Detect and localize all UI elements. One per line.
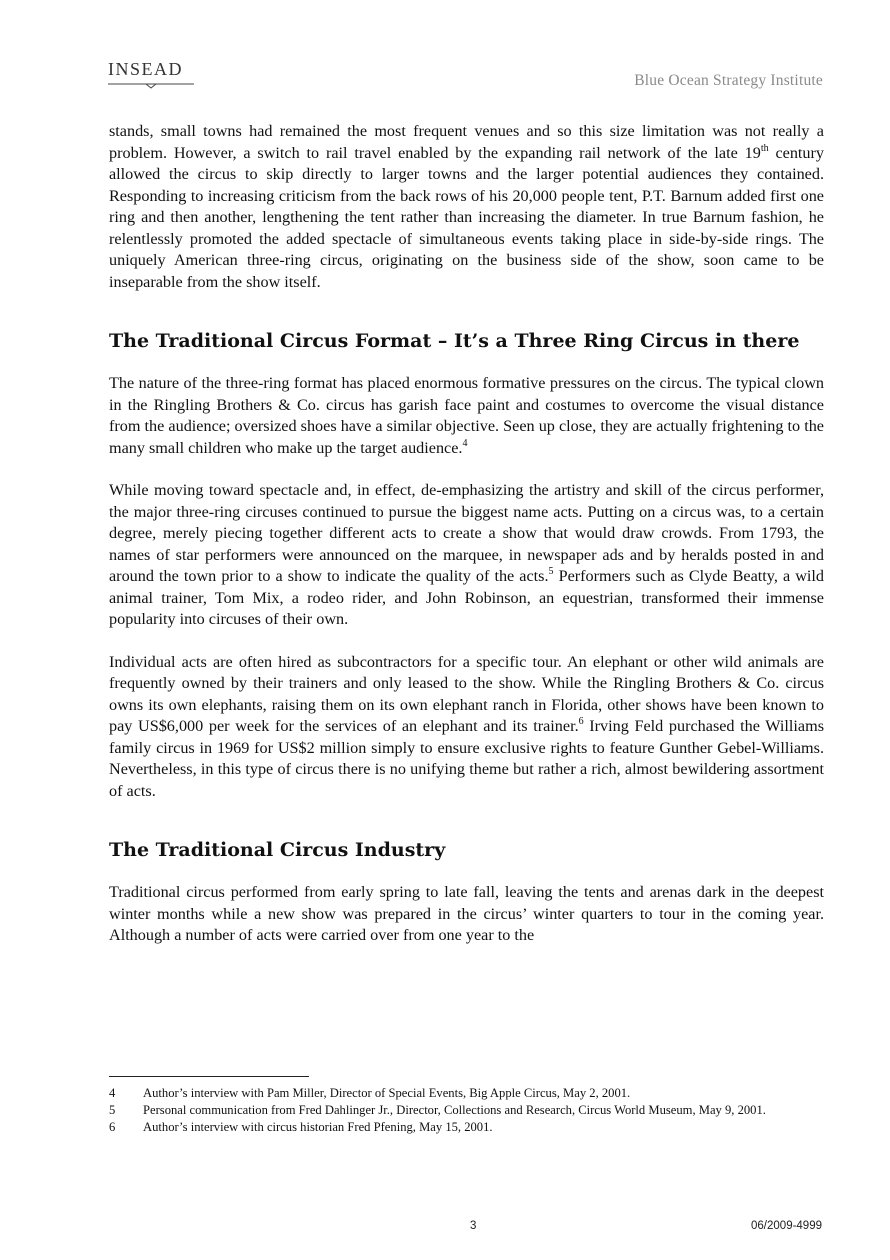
footnote-divider <box>109 1076 309 1077</box>
footnote <box>109 1102 824 1119</box>
footnote-number: 5 <box>109 1103 116 1117</box>
page-number: 3 <box>470 1220 477 1232</box>
footnote <box>109 1085 824 1102</box>
footnote-text: Author’s interview with Pam Miller, Director of Special Events, Big Apple Circus, May 2, 2001. <box>143 1086 631 1100</box>
insead-logo <box>108 58 196 80</box>
paragraph-1 <box>109 121 824 293</box>
section-heading-industry: The Traditional Circus Industry <box>109 839 446 861</box>
paragraph-3-text-b: Performers such as Clyde Beatty, a wild animal trainer, Tom Mix, a rodeo rider, and John Robinson, an equestrian, transformed their immense popularity into circuses of their own. <box>109 567 824 628</box>
body-content <box>109 121 824 947</box>
footnote-number: 6 <box>109 1120 116 1134</box>
paragraph-2-text-a: The nature of the three-ring format has placed enormous formative pressures on the circus. The typical clown in the Ringling Brothers & Co. circus has garish face paint and costumes to overcome the visual distance from the audience; oversized shoes have a similar objective. Seen up close, they are actually frightening to the many small children who make up the target audience. <box>109 374 824 457</box>
footnote-number: 4 <box>109 1086 116 1100</box>
paragraph-1-text-a: stands, small towns had remained the most frequent venues and so this size limitation was not really a problem. However, a switch to rail travel enabled by the expanding rail network of the late 19 <box>109 122 824 162</box>
footnotes <box>109 1085 824 1136</box>
section-heading-format: The Traditional Circus Format – It’s a Three Ring Circus in there <box>109 330 800 352</box>
footnote-text: Author’s interview with circus historian Fred Pfening, May 15, 2001. <box>143 1120 493 1134</box>
document-number: 06/2009-4999 <box>751 1220 822 1232</box>
institute-name: Blue Ocean Strategy Institute <box>634 72 823 89</box>
paragraph-3-text-a: While moving toward spectacle and, in effect, de-emphasizing the artistry and skill of the circus performer, the major three-ring circuses continued to pursue the biggest name acts. Putting on a circus was, to a certain degree, merely piecing together different acts to create a show that would draw crowds. From 1793, the names of star performers were announced on the marquee, in newspaper ads and by heralds posted in and around the town prior to a show to indicate the quality of the acts. <box>109 481 824 585</box>
logo-text: INSEAD <box>108 59 183 79</box>
paragraph-4 <box>109 652 824 803</box>
footnote <box>109 1119 824 1136</box>
footnote-ref-4: 4 <box>462 437 468 449</box>
paragraph-3 <box>109 480 824 631</box>
paragraph-4-text-b: Irving Feld purchased the Williams family circus in 1969 for US$2 million simply to ensure exclusive rights to feature Gunther Gebel-Williams. Nevertheless, in this type of circus there is no unifying theme but rather a rich, almost bewildering assortment of acts. <box>109 717 825 800</box>
footnote-text: Personal communication from Fred Dahlinger Jr., Director, Collections and Research, Circus World Museum, May 9, 2001. <box>143 1103 766 1117</box>
paragraph-4-text-a: Individual acts are often hired as subcontractors for a specific tour. An elephant or other wild animals are frequently owned by their trainers and only leased to the show. While the Ringling Brothers & Co. circus owns its own elephants, raising them on its own elephant ranch in Florida, other shows have been known to pay US$6,000 per week for the services of an elephant and its trainer. <box>109 652 824 735</box>
paragraph-5: Traditional circus performed from early spring to late fall, leaving the tents and arenas dark in the deepest winter months while a new show was prepared in the circus’ winter quarters to tour in the coming year. Although a number of acts were carried over from one year to the <box>109 883 824 944</box>
footnote-ref-6: 6 <box>578 716 584 727</box>
superscript-th: th <box>760 142 769 154</box>
paragraph-2 <box>109 373 824 459</box>
logo-rule-icon <box>108 82 194 90</box>
footnote-ref-5: 5 <box>548 566 554 577</box>
paragraph-1-text-b: century allowed the circus to skip directly to larger towns and the larger potential audiences they contained. Responding to increasing criticism from the back rows of his 20,000 people tent, P.T. Barnum added first one ring and then another, lengthening the tent rather than increasing the diameter. In true Barnum fashion, he relentlessly promoted the added spectacle of simultaneous events taking place in side-by-side rings. The uniquely American three-ring circus, originating on the business side of the show, soon came to be inseparable from the show itself. <box>109 143 824 291</box>
